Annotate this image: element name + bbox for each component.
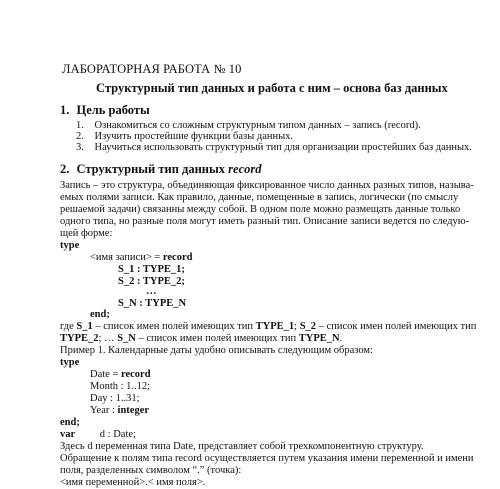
type-name-1: TYPE_1 bbox=[255, 321, 295, 332]
code-type-integer: integer bbox=[117, 405, 150, 416]
goal-item-number: 2. bbox=[76, 131, 84, 142]
text-run: где bbox=[60, 321, 77, 332]
field-name-s2: S_2 bbox=[299, 321, 317, 332]
code-keyword-record: record bbox=[121, 369, 151, 380]
paragraph-line: <имя переменной>.< имя поля>. bbox=[60, 477, 206, 488]
code-field-line: S_2 : TYPE_2; bbox=[118, 276, 185, 287]
code-record-name: <имя записи> = bbox=[90, 252, 163, 263]
section2-number: 2. bbox=[60, 162, 70, 176]
field-name-sn: S_N bbox=[117, 333, 136, 344]
code-var-declaration: d : Date; bbox=[99, 429, 136, 440]
paragraph-line: одного типа, но разные поля могут иметь разный тип. Описание записи ведется по следую- bbox=[60, 216, 470, 227]
code-field-line: S_N : TYPE_N bbox=[118, 298, 187, 309]
code-keyword-type: type bbox=[60, 357, 80, 368]
lab-title: ЛАБОРАТОРНАЯ РАБОТА № 10 bbox=[62, 62, 242, 76]
code-field-year-name: Year : bbox=[90, 405, 118, 416]
code-keyword-record: record bbox=[162, 252, 193, 263]
code-var-line bbox=[60, 429, 136, 441]
example-intro: Пример 1. Календарные даты удобно описывать следующим образом: bbox=[60, 345, 373, 356]
section2-heading bbox=[60, 163, 261, 175]
section2-title: Структурный тип данных bbox=[76, 162, 229, 176]
paragraph-line: Обращение к полям типа record осуществляется путем указания имени переменной и имени bbox=[60, 453, 474, 464]
goal-item-number: 1. bbox=[76, 120, 84, 131]
goal-item-text: Ознакомиться со сложным структурным типом данных – запись (record). bbox=[94, 120, 421, 131]
text-run: ; bbox=[294, 321, 300, 332]
type-name-2: TYPE_2 bbox=[60, 333, 99, 344]
text-run: – список имен полей имеющих тип bbox=[92, 321, 256, 332]
code-field-day: Day : 1..31; bbox=[90, 393, 140, 404]
text-run: ; … bbox=[98, 333, 118, 344]
where-line-2 bbox=[60, 333, 342, 345]
paragraph-line: емых полями записи. Как правило, данные, помещенные в запись, логически (по смыслу bbox=[60, 192, 459, 203]
code-field-line: S_1 : TYPE_1; bbox=[118, 264, 185, 275]
document-title: Структурный тип данных и работа с ним – основа баз данных bbox=[96, 81, 448, 95]
paragraph-line: щей форме: bbox=[60, 228, 113, 239]
code-keyword-type: type bbox=[60, 240, 80, 251]
section2-title-record: record bbox=[228, 162, 262, 176]
where-line-1 bbox=[60, 321, 476, 333]
code-field-ellipsis: … bbox=[146, 286, 157, 297]
code-field-month: Month : 1..12; bbox=[90, 381, 151, 392]
code-date-name: Date = bbox=[90, 369, 121, 380]
code-date-declaration bbox=[90, 369, 151, 381]
text-run: – список имен полей имеющих тип bbox=[316, 321, 477, 332]
code-keyword-end: end; bbox=[60, 417, 80, 428]
code-keyword-end: end; bbox=[90, 309, 110, 320]
field-name-s1: S_1 bbox=[76, 321, 93, 332]
text-run: – список имен полей имеющих тип bbox=[135, 333, 299, 344]
paragraph-line: Здесь d переменная типа Date, представляет собой трехкомпонентную структуру. bbox=[60, 441, 424, 452]
goal-item-text: Научиться использовать структурный тип для организации простейших баз данных. bbox=[94, 142, 472, 153]
paragraph-line: Запись – это структура, объединяющая фиксированное число данных разных типов, называ- bbox=[60, 180, 474, 191]
code-keyword-var: var bbox=[60, 429, 76, 440]
paragraph-line: поля, разделенных символом “.” (точка): bbox=[60, 465, 242, 476]
section1-number: 1. bbox=[60, 103, 70, 117]
section1-title: Цель работы bbox=[76, 103, 150, 117]
code-record-declaration bbox=[90, 252, 192, 264]
goal-item-number: 3. bbox=[76, 142, 84, 153]
text-run: . bbox=[339, 333, 343, 344]
type-name-n: TYPE_N bbox=[298, 333, 340, 344]
goal-item-text: Изучить простейшие функции базы данных. bbox=[94, 131, 294, 142]
goal-item bbox=[76, 142, 472, 154]
section1-heading bbox=[60, 104, 150, 116]
code-field-year bbox=[90, 405, 149, 417]
paragraph-line: решаемой задачи) связанны между собой. В одном поле можно размещать данные только bbox=[60, 204, 461, 215]
